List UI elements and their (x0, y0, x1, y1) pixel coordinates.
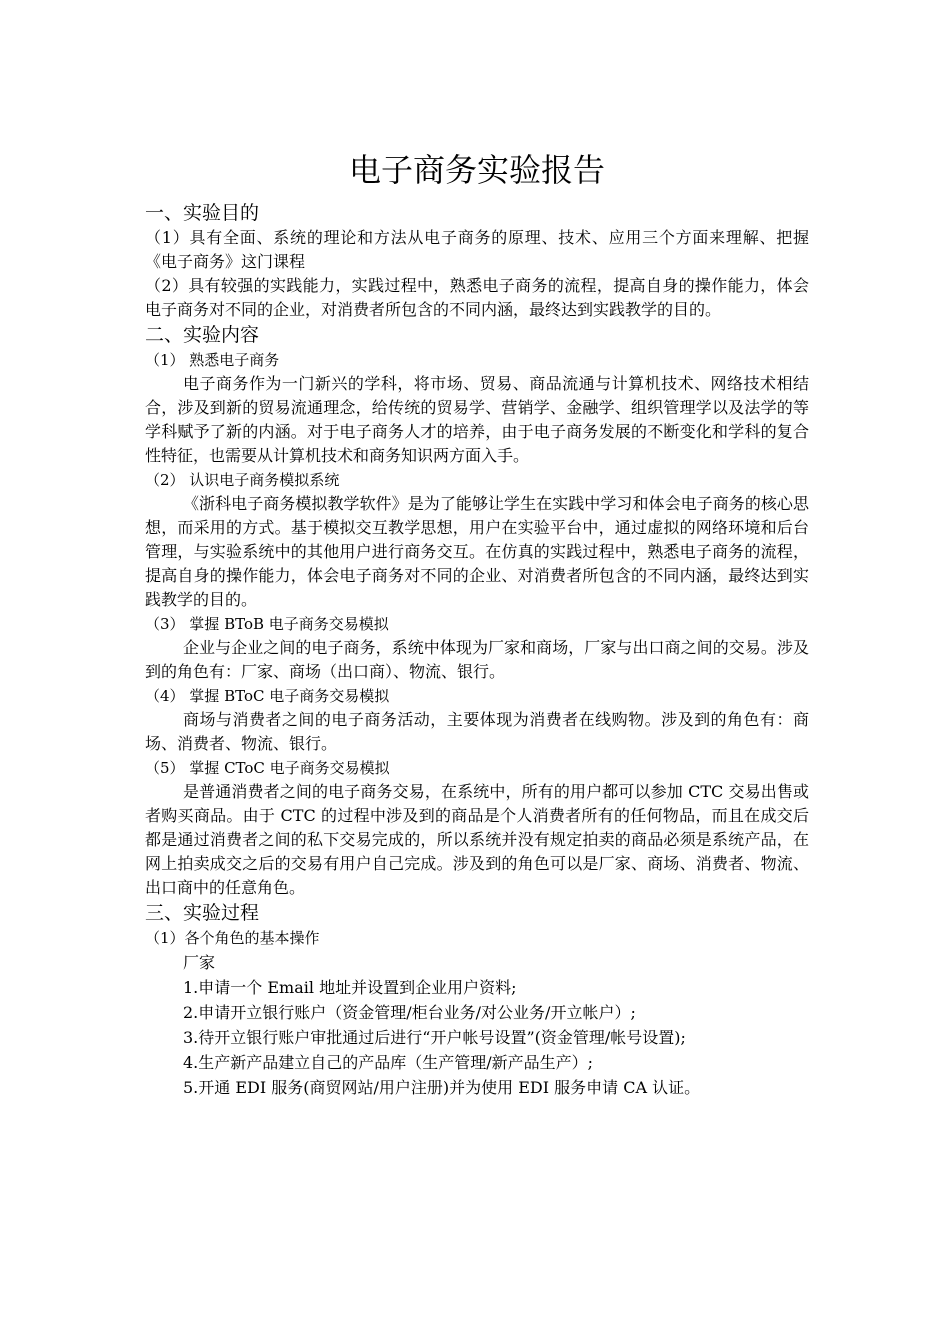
section-heading-process: 三、实验过程 (145, 902, 260, 924)
process-subheading: （1）各个角色的基本操作 (145, 929, 320, 947)
content-paragraph-1: 电子商务作为一门新兴的学科，将市场、贸易、商品流通与计算机技术、网络技术相结合，涉及到新的贸易流通理念，给传统的贸易学、营销学、金融学、组织管理学以及法学的等学科赋予了新的内涵。对于电子商务人才的培养，由于电子商务发展的不断变化和学科的复合性特征，也需要从计算机技术和商务知识两方面入手。 (145, 374, 809, 465)
content-subheading-3: （3） 掌握 BToB 电子商务交易模拟 (145, 615, 389, 633)
document-title: 电子商务实验报告 (348, 151, 605, 189)
purpose-paragraph-1: （1）具有全面、系统的理论和方法从电子商务的原理、技术、应用三个方面来理解、把握《电子商务》这门课程 (145, 228, 809, 271)
document-body (145, 150, 809, 1100)
process-step: 3.待开立银行账户审批通过后进行“开户帐号设置”(资金管理/帐号设置); (183, 1028, 686, 1047)
content-paragraph-4: 商场与消费者之间的电子商务活动，主要体现为消费者在线购物。涉及到的角色有：商场、消费者、物流、银行。 (145, 710, 809, 753)
section-heading-purpose: 一、实验目的 (145, 202, 260, 224)
content-subheading-1: （1） 熟悉电子商务 (145, 351, 280, 369)
process-step: 4.生产新产品建立自己的产品库（生产管理/新产品生产）; (183, 1053, 594, 1072)
content-paragraph-3: 企业与企业之间的电子商务，系统中体现为厂家和商场，厂家与出口商之间的交易。涉及到的角色有：厂家、商场（出口商）、物流、银行。 (145, 638, 809, 681)
process-step: 1.申请一个 Email 地址并设置到企业用户资料; (183, 978, 517, 997)
purpose-paragraph-2: （2）具有较强的实践能力，实践过程中，熟悉电子商务的流程，提高自身的操作能力，体会电子商务对不同的企业，对消费者所包含的不同内涵，最终达到实践教学的目的。 (145, 276, 809, 319)
content-subheading-2: （2） 认识电子商务模拟系统 (145, 471, 340, 489)
content-subheading-5: （5） 掌握 CToC 电子商务交易模拟 (145, 759, 390, 777)
process-step: 5.开通 EDI 服务(商贸网站/用户注册)并为使用 EDI 服务申请 CA 认证。 (183, 1078, 701, 1097)
content-subheading-4: （4） 掌握 BToC 电子商务交易模拟 (145, 687, 390, 705)
process-step: 2.申请开立银行账户（资金管理/柜台业务/对公业务/开立帐户）; (183, 1003, 636, 1022)
content-paragraph-5: 是普通消费者之间的电子商务交易，在系统中，所有的用户都可以参加 CTC 交易出售或者购买商品。由于 CTC 的过程中涉及到的商品是个人消费者所有的任何物品，而且在成交后都是通过消费者之间的私下交易完成的，所以系统并没有规定拍卖的商品必须是系统产品，在网上拍卖成交之后的交易有用户自己完成。涉及到的角色可以是厂家、商场、消费者、物流、出口商中的任意角色。 (145, 782, 809, 897)
section-heading-content: 二、实验内容 (145, 324, 260, 346)
content-paragraph-2: 《浙科电子商务模拟教学软件》是为了能够让学生在实践中学习和体会电子商务的核心思想，而采用的方式。基于模拟交互教学思想，用户在实验平台中，通过虚拟的网络环境和后台管理，与实验系统中的其他用户进行商务交互。在仿真的实践过程中，熟悉电子商务的流程，提高自身的操作能力，体会电子商务对不同的企业、对消费者所包含的不同内涵，最终达到实践教学的目的。 (145, 494, 809, 609)
process-role-label: 厂家 (183, 953, 216, 972)
